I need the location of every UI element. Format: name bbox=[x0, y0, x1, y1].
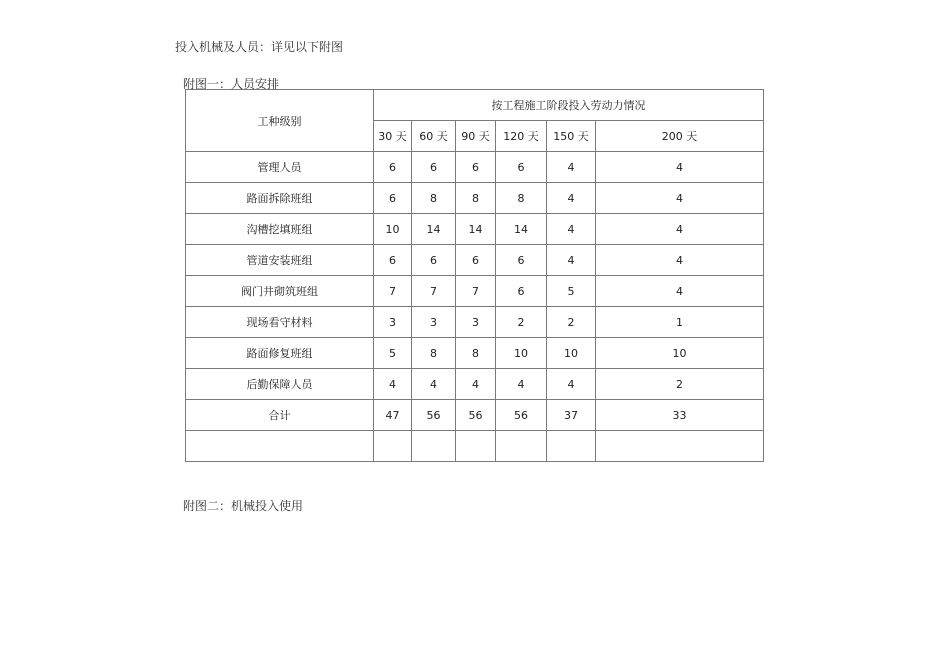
table-cell bbox=[547, 431, 596, 462]
table-cell: 4 bbox=[596, 152, 764, 183]
table-cell: 5 bbox=[374, 338, 412, 369]
table-cell: 8 bbox=[456, 338, 496, 369]
total-row bbox=[186, 400, 764, 431]
table-cell: 4 bbox=[596, 276, 764, 307]
table-cell: 2 bbox=[496, 307, 547, 338]
table-cell: 3 bbox=[374, 307, 412, 338]
empty-row bbox=[186, 431, 764, 462]
table-cell bbox=[374, 431, 412, 462]
table-row bbox=[186, 369, 764, 400]
intro-text: 投入机械及人员：详见以下附图 bbox=[175, 40, 344, 54]
table-cell: 14 bbox=[412, 214, 456, 245]
table-cell: 10 bbox=[496, 338, 547, 369]
row-header-cell: 工种级别 bbox=[186, 90, 374, 152]
table-cell: 6 bbox=[374, 152, 412, 183]
table-cell: 6 bbox=[496, 152, 547, 183]
table-cell bbox=[596, 431, 764, 462]
column-header: 30 天 bbox=[374, 121, 412, 152]
table-cell: 4 bbox=[596, 245, 764, 276]
table-cell: 4 bbox=[596, 214, 764, 245]
table-cell: 6 bbox=[412, 152, 456, 183]
row-name: 现场看守材料 bbox=[186, 307, 374, 338]
table-cell: 10 bbox=[596, 338, 764, 369]
table-cell: 3 bbox=[456, 307, 496, 338]
row-name: 路面修复班组 bbox=[186, 338, 374, 369]
table-cell: 1 bbox=[596, 307, 764, 338]
table-cell: 6 bbox=[374, 245, 412, 276]
table-cell: 2 bbox=[596, 369, 764, 400]
column-header: 60 天 bbox=[412, 121, 456, 152]
row-name: 路面拆除班组 bbox=[186, 183, 374, 214]
table-cell: 6 bbox=[496, 245, 547, 276]
column-header: 150 天 bbox=[547, 121, 596, 152]
table-cell: 56 bbox=[412, 400, 456, 431]
table-cell: 4 bbox=[374, 369, 412, 400]
table-cell bbox=[456, 431, 496, 462]
table-cell: 56 bbox=[456, 400, 496, 431]
table-cell: 4 bbox=[547, 214, 596, 245]
table-cell: 8 bbox=[456, 183, 496, 214]
table-cell: 33 bbox=[596, 400, 764, 431]
table-cell bbox=[496, 431, 547, 462]
table-row bbox=[186, 276, 764, 307]
table-row bbox=[186, 183, 764, 214]
table-cell: 2 bbox=[547, 307, 596, 338]
column-header: 90 天 bbox=[456, 121, 496, 152]
group-header-cell: 按工程施工阶段投入劳动力情况 bbox=[374, 90, 764, 121]
table-cell: 47 bbox=[374, 400, 412, 431]
row-name: 管道安装班组 bbox=[186, 245, 374, 276]
table-cell: 6 bbox=[374, 183, 412, 214]
table-cell: 4 bbox=[547, 152, 596, 183]
table-cell bbox=[412, 431, 456, 462]
table-cell: 10 bbox=[374, 214, 412, 245]
row-name: 合计 bbox=[186, 400, 374, 431]
table-cell: 4 bbox=[596, 183, 764, 214]
table-cell: 37 bbox=[547, 400, 596, 431]
row-name: 管理人员 bbox=[186, 152, 374, 183]
labor-table bbox=[185, 89, 764, 462]
table-row bbox=[186, 307, 764, 338]
row-name: 后勤保障人员 bbox=[186, 369, 374, 400]
table-cell: 7 bbox=[456, 276, 496, 307]
table-cell: 7 bbox=[374, 276, 412, 307]
table-cell: 6 bbox=[456, 245, 496, 276]
table-cell: 6 bbox=[496, 276, 547, 307]
table-cell: 8 bbox=[412, 183, 456, 214]
table-cell: 10 bbox=[547, 338, 596, 369]
table-cell: 8 bbox=[412, 338, 456, 369]
table-row bbox=[186, 338, 764, 369]
table-cell: 4 bbox=[547, 369, 596, 400]
table-cell: 4 bbox=[547, 183, 596, 214]
table-row bbox=[186, 152, 764, 183]
table-cell: 4 bbox=[456, 369, 496, 400]
figure-2-title: 附图二：机械投入使用 bbox=[183, 499, 304, 513]
figure-1-title: 附图一：人员安排 bbox=[183, 77, 280, 91]
row-name bbox=[186, 431, 374, 462]
table-cell: 7 bbox=[412, 276, 456, 307]
table-cell: 14 bbox=[456, 214, 496, 245]
table-row bbox=[186, 245, 764, 276]
table-cell: 3 bbox=[412, 307, 456, 338]
table-cell: 6 bbox=[412, 245, 456, 276]
column-header: 120 天 bbox=[496, 121, 547, 152]
table-cell: 4 bbox=[412, 369, 456, 400]
table-cell: 6 bbox=[456, 152, 496, 183]
table-cell: 4 bbox=[496, 369, 547, 400]
table-cell: 5 bbox=[547, 276, 596, 307]
table-cell: 56 bbox=[496, 400, 547, 431]
table-row bbox=[186, 214, 764, 245]
row-name: 阀门井砌筑班组 bbox=[186, 276, 374, 307]
row-name: 沟槽挖填班组 bbox=[186, 214, 374, 245]
table-header-row bbox=[186, 90, 764, 121]
table-cell: 8 bbox=[496, 183, 547, 214]
table-cell: 4 bbox=[547, 245, 596, 276]
table-cell: 14 bbox=[496, 214, 547, 245]
column-header: 200 天 bbox=[596, 121, 764, 152]
